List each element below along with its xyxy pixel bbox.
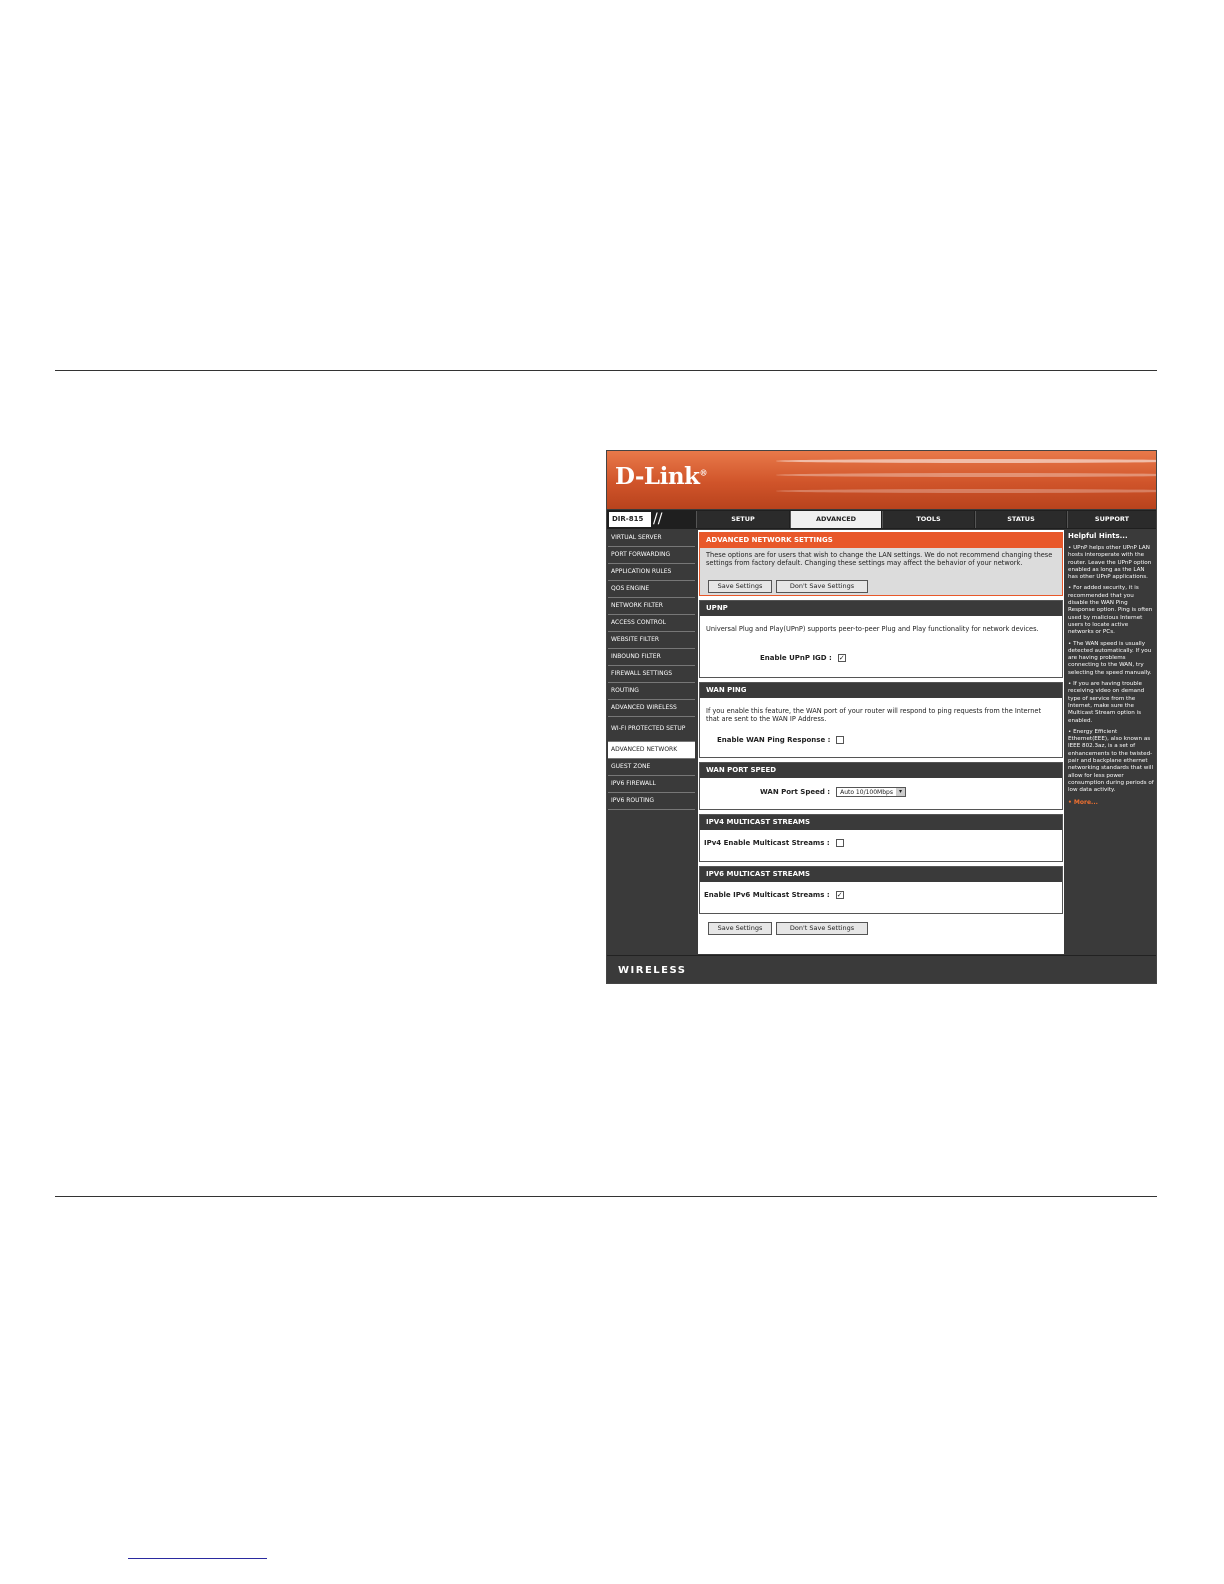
- wan-port-speed-section: [699, 762, 1063, 810]
- banner-swoosh: [776, 489, 1156, 493]
- sidebar-item-virtual-server[interactable]: VIRTUAL SERVER: [608, 530, 695, 547]
- section-description: Universal Plug and Play(UPnP) supports peer-to-peer Plug and Play functionality for network devices.: [706, 625, 1039, 633]
- dont-save-settings-button-bottom[interactable]: Don't Save Settings: [776, 922, 868, 935]
- sidebar-item-application-rules[interactable]: APPLICATION RULES: [608, 564, 695, 581]
- sidebar-item-guest-zone[interactable]: GUEST ZONE: [608, 759, 695, 776]
- sidebar-item-wifi-protected-setup[interactable]: WI-FI PROTECTED SETUP: [608, 717, 695, 742]
- hint-multicast: • If you are having trouble receiving video on demand type of service from the Internet, make sure the Multicast Stream option is enabled.: [1068, 681, 1145, 724]
- sidebar: [607, 530, 696, 954]
- ipv4-multicast-label: IPv4 Enable Multicast Streams :: [704, 839, 830, 847]
- bottom-rule: [55, 1196, 1157, 1197]
- sidebar-item-advanced-network[interactable]: ADVANCED NETWORK: [608, 742, 695, 759]
- sidebar-item-website-filter[interactable]: WEBSITE FILTER: [608, 632, 695, 649]
- main-content: [698, 530, 1064, 954]
- sidebar-item-access-control[interactable]: ACCESS CONTROL: [608, 615, 695, 632]
- chevron-down-icon[interactable]: ▾: [896, 788, 905, 796]
- section-title: UPNP: [700, 601, 1062, 616]
- top-nav: [607, 510, 1156, 529]
- advanced-network-settings-section: [699, 532, 1063, 596]
- top-rule: [55, 370, 1157, 371]
- ipv6-multicast-row: [704, 891, 844, 899]
- upnp-label: Enable UPnP IGD :: [760, 654, 832, 662]
- hint-wan-speed: • The WAN speed is usually detected automatically. If you are having problems connecting to the WAN, try selecting the speed manually.: [1068, 640, 1152, 676]
- section-title: ADVANCED NETWORK SETTINGS: [700, 533, 1062, 548]
- tab-advanced[interactable]: ADVANCED: [790, 511, 881, 528]
- section-description: If you enable this feature, the WAN port of your router will respond to ping requests from the Internet that are sent to the WAN IP Address.: [706, 707, 1042, 723]
- hint-eee: • Energy Efficient Ethernet(EEE), also known as IEEE 802.3az, is a set of enhancements to the twisted-pair and backplane ethernet networking standards that will allow for less power consumption during periods of low data activity.: [1068, 728, 1154, 794]
- hint-upnp: • UPnP helps other UPnP LAN hosts interoperate with the router. Leave the UPnP option enabled as long as the LAN has other UPnP applications.: [1068, 545, 1152, 581]
- more-link[interactable]: • More...: [1068, 798, 1098, 806]
- wan-ping-label: Enable WAN Ping Response :: [717, 736, 831, 744]
- hints-title: Helpful Hints...: [1068, 532, 1128, 540]
- banner-swoosh: [776, 459, 1156, 463]
- banner-swoosh: [776, 473, 1156, 477]
- model-label: DIR-815: [609, 512, 651, 527]
- section-title: WAN PORT SPEED: [700, 763, 1062, 778]
- tab-tools[interactable]: TOOLS: [882, 511, 974, 528]
- section-title: WAN PING: [700, 683, 1062, 698]
- section-title: IPV6 MULTICAST STREAMS: [700, 867, 1062, 882]
- slash-divider-icon: //: [653, 511, 663, 527]
- ipv6-multicast-checkbox[interactable]: ✓: [836, 891, 843, 899]
- dlink-banner: [607, 451, 1156, 509]
- sidebar-item-inbound-filter[interactable]: INBOUND FILTER: [608, 649, 695, 666]
- ipv4-multicast-section: [699, 814, 1063, 862]
- sidebar-item-ipv6-routing[interactable]: IPV6 ROUTING: [608, 793, 695, 810]
- wan-speed-row: [760, 787, 906, 797]
- sidebar-item-firewall-settings[interactable]: FIREWALL SETTINGS: [608, 666, 695, 683]
- upnp-checkbox[interactable]: ✓: [838, 654, 845, 662]
- tab-setup[interactable]: SETUP: [696, 511, 789, 528]
- dlink-logo: D-Link®: [615, 463, 707, 490]
- ipv4-multicast-checkbox[interactable]: [836, 839, 844, 847]
- wan-ping-checkbox[interactable]: [836, 736, 844, 744]
- ipv6-multicast-label: Enable IPv6 Multicast Streams :: [704, 891, 830, 899]
- wireless-label: WIRELESS: [618, 965, 687, 976]
- router-ui-screenshot: [606, 450, 1157, 984]
- wan-speed-value: Auto 10/100Mbps: [840, 788, 893, 796]
- footer-bar: [607, 955, 1156, 983]
- ipv4-multicast-row: [704, 839, 844, 847]
- upnp-section: [699, 600, 1063, 678]
- sidebar-item-qos-engine[interactable]: QOS ENGINE: [608, 581, 695, 598]
- helpful-hints-panel: [1066, 530, 1156, 954]
- wan-speed-select[interactable]: [836, 787, 906, 797]
- section-description: These options are for users that wish to change the LAN settings. We do not recommend changing these settings from factory default. Changing these settings may affect the behavior of your network.: [706, 551, 1053, 567]
- sidebar-item-advanced-wireless[interactable]: ADVANCED WIRELESS: [608, 700, 695, 717]
- tab-support[interactable]: SUPPORT: [1067, 511, 1156, 528]
- sidebar-item-ipv6-firewall[interactable]: IPV6 FIREWALL: [608, 776, 695, 793]
- section-title: IPV4 MULTICAST STREAMS: [700, 815, 1062, 830]
- upnp-row: [760, 654, 846, 662]
- hint-wan-ping: • For added security, it is recommended that you disable the WAN Ping Response option. Ping is often used by malicious Internet users to locate active networks or PCs.: [1068, 585, 1153, 636]
- wan-speed-label: WAN Port Speed :: [760, 788, 831, 796]
- ipv6-multicast-section: [699, 866, 1063, 914]
- footer-link-underline: [128, 1558, 267, 1559]
- sidebar-item-port-forwarding[interactable]: PORT FORWARDING: [608, 547, 695, 564]
- save-settings-button-bottom[interactable]: Save Settings: [708, 922, 772, 935]
- dont-save-settings-button[interactable]: Don't Save Settings: [776, 580, 868, 593]
- sidebar-item-routing[interactable]: ROUTING: [608, 683, 695, 700]
- wan-ping-row: [717, 736, 844, 744]
- save-settings-button[interactable]: Save Settings: [708, 580, 772, 593]
- wan-ping-section: [699, 682, 1063, 758]
- tab-status[interactable]: STATUS: [975, 511, 1066, 528]
- sidebar-item-network-filter[interactable]: NETWORK FILTER: [608, 598, 695, 615]
